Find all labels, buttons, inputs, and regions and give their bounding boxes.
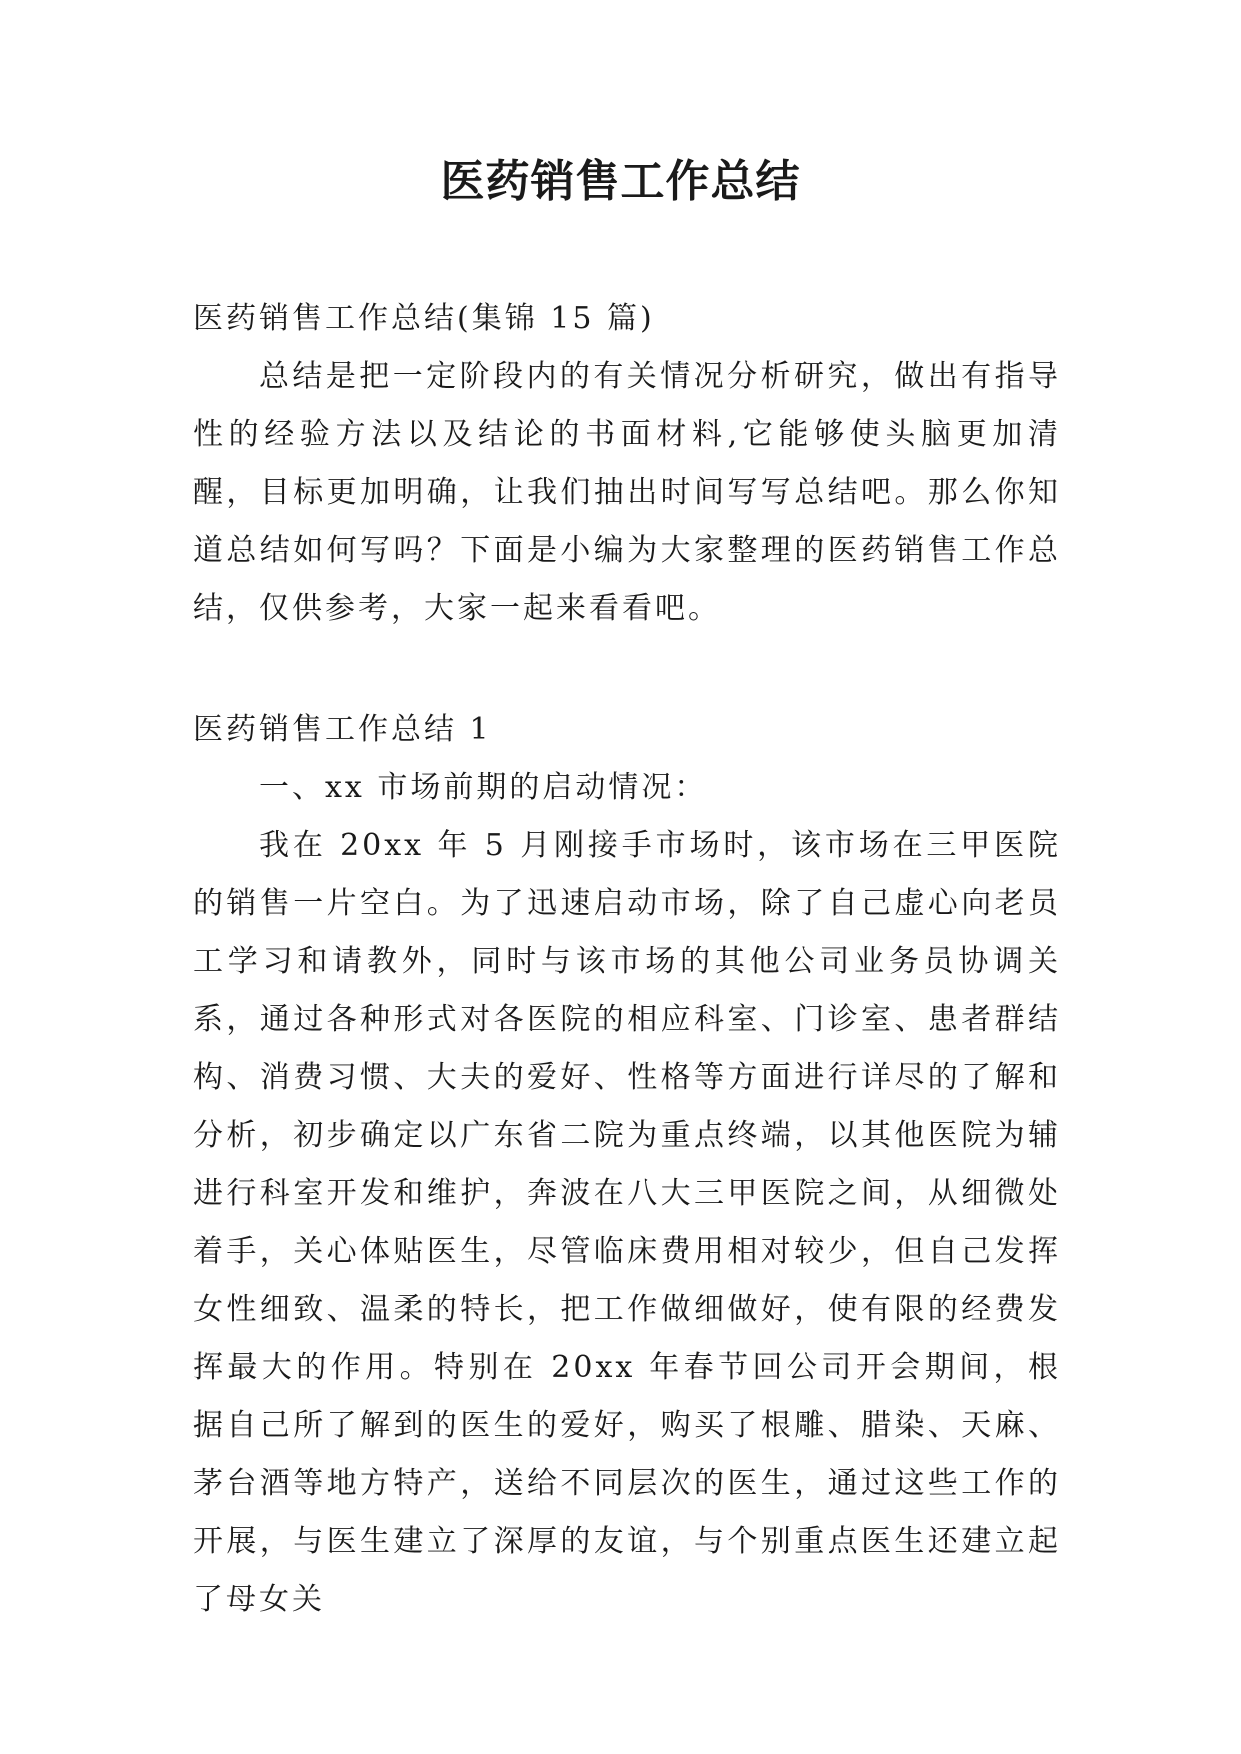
section-1 [193,701,1061,1629]
section-paragraph: 我在 20xx 年 5 月刚接手市场时，该市场在三甲医院的销售一片空白。为了迅速启动市场，除了自己虚心向老员工学习和请教外，同时与该市场的其他公司业务员协调关系，通过各种形式对各医院的相应科室、门诊室、患者群结构、消费习惯、大夫的爱好、性格等方面进行详尽的了解和分析，初步确定以广东省二院为重点终端，以其他医院为辅进行科室开发和维护，奔波在八大三甲医院之间，从细微处着手，关心体贴医生，尽管临床费用相对较少，但自己发挥女性细致、温柔的特长，把工作做细做好，使有限的经费发挥最大的作用。特别在 20xx 年春节回公司开会期间，根据自己所了解到的医生的爱好，购买了根雕、腊染、天麻、茅台酒等地方特产，送给不同层次的医生，通过这些工作的开展，与医生建立了深厚的友谊，与个别重点医生还建立起了母女关 [193,828,1061,1617]
document-subtitle: 医药销售工作总结(集锦 15 篇) [193,301,655,336]
intro-paragraph: 总结是把一定阶段内的有关情况分析研究，做出有指导性的经验方法以及结论的书面材料,它能够使头脑更加清醒，目标更加明确，让我们抽出时间写写总结吧。那么你知道总结如何写吗？下面是小编为大家整理的医药销售工作总结，仅供参考，大家一起来看看吧。 [193,359,1061,626]
document-title: 医药销售工作总结 [440,156,801,207]
intro-block [193,290,1061,638]
section-heading: 医药销售工作总结 1 [193,712,492,747]
section-subheading: 一、xx 市场前期的启动情况： [259,770,708,805]
